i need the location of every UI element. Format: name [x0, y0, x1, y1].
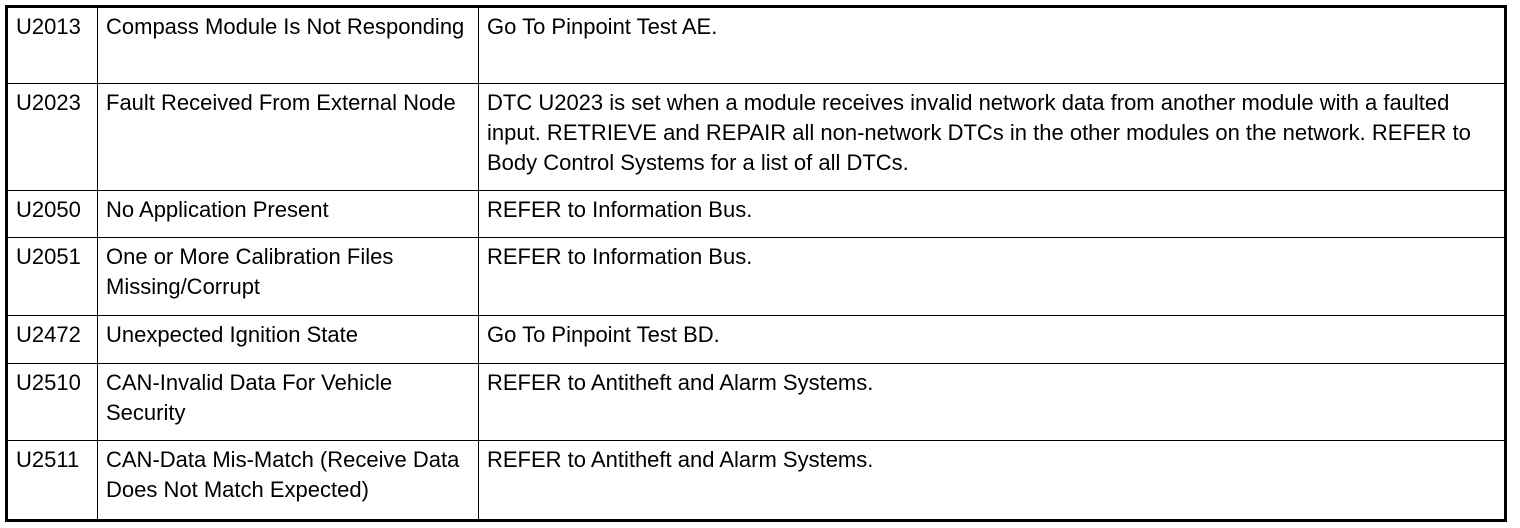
dtc-code-cell: U2050: [7, 191, 98, 238]
dtc-action-cell: REFER to Antitheft and Alarm Systems.: [479, 440, 1506, 520]
dtc-action-cell: Go To Pinpoint Test AE.: [479, 7, 1506, 84]
table-row: [7, 440, 1506, 520]
dtc-code-cell: U2023: [7, 84, 98, 191]
dtc-description-cell: Unexpected Ignition State: [98, 315, 479, 363]
dtc-description-cell: CAN-Data Mis-Match (Receive Data Does Not Match Expected): [98, 440, 479, 520]
table-row: [7, 238, 1506, 315]
dtc-action-cell: Go To Pinpoint Test BD.: [479, 315, 1506, 363]
dtc-description-cell: Fault Received From External Node: [98, 84, 479, 191]
dtc-action-cell: REFER to Antitheft and Alarm Systems.: [479, 363, 1506, 440]
table-row: [7, 84, 1506, 191]
dtc-action-cell: REFER to Information Bus.: [479, 191, 1506, 238]
table-row: [7, 191, 1506, 238]
dtc-description-cell: CAN-Invalid Data For Vehicle Security: [98, 363, 479, 440]
dtc-code-cell: U2472: [7, 315, 98, 363]
table-row: [7, 7, 1506, 84]
dtc-code-cell: U2510: [7, 363, 98, 440]
table-row: [7, 363, 1506, 440]
dtc-code-cell: U2511: [7, 440, 98, 520]
dtc-action-cell: REFER to Information Bus.: [479, 238, 1506, 315]
table-row: [7, 315, 1506, 363]
dtc-action-cell: DTC U2023 is set when a module receives invalid network data from another module with a faulted input. RETRIEVE and REPAIR all non-network DTCs in the other modules on the network. REFER to Body Control Systems for a list of all DTCs.: [479, 84, 1506, 191]
dtc-description-cell: Compass Module Is Not Responding: [98, 7, 479, 84]
dtc-description-cell: No Application Present: [98, 191, 479, 238]
dtc-code-cell: U2051: [7, 238, 98, 315]
dtc-description-cell: One or More Calibration Files Missing/Corrupt: [98, 238, 479, 315]
dtc-table: [5, 5, 1507, 522]
dtc-code-cell: U2013: [7, 7, 98, 84]
